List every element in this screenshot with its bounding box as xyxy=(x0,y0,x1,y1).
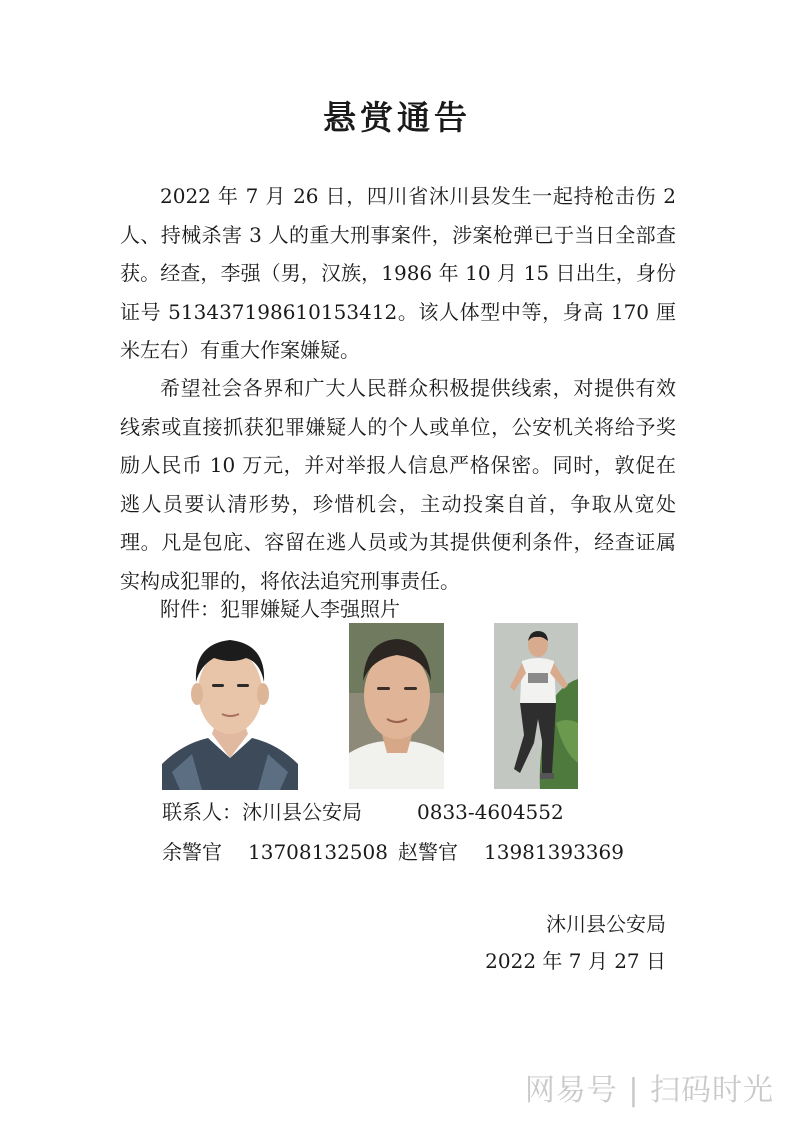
notice-paragraph-2: 希望社会各界和广大人民群众积极提供线索，对提供有效线索或直接抓获犯罪嫌疑人的个人或单位，公安机关将给予奖励人民币 10 万元，并对举报人信息严格保密。同时，敦促在逃人员要认清形势，珍惜机会，主动投案自首，争取从宽处理。凡是包庇、容留在逃人员或为其提供便利条件，经查证属实构成犯罪的，将依法追究刑事责任。 xyxy=(120,376,676,593)
officer1-name: 余警官 xyxy=(162,840,222,864)
contact-label: 联系人：沐川县公安局 xyxy=(162,800,362,824)
officer2-phone: 13981393369 xyxy=(484,840,624,864)
watermark: 网易号 | 扫码时光 xyxy=(524,1073,774,1108)
officer1-phone: 13708132508 xyxy=(248,840,388,864)
suspect-photo-closeup xyxy=(349,623,444,789)
attachment-caption: 附件：犯罪嫌疑人李强照片 xyxy=(160,597,400,621)
suspect-photo-fullbody xyxy=(494,623,578,789)
officer2-name: 赵警官 xyxy=(398,840,458,864)
signature-organization: 沐川县公安局 xyxy=(546,912,666,936)
contact-phone: 0833-4604552 xyxy=(417,800,564,824)
signature-date: 2022 年 7 月 27 日 xyxy=(485,949,666,973)
notice-paragraph-1: 2022 年 7 月 26 日，四川省沐川县发生一起持枪击伤 2 人、持械杀害 3 人的重大刑事案件，涉案枪弹已于当日全部查获。经查，李强（男，汉族，1986 年 10 月 15 日出生，身份证号 513437198610153412。该人体型中等，身高 170 厘米左右）有重大作案嫌疑。 xyxy=(120,184,676,362)
suspect-photo-id xyxy=(162,622,298,790)
notice-title: 悬赏通告 xyxy=(323,98,471,137)
